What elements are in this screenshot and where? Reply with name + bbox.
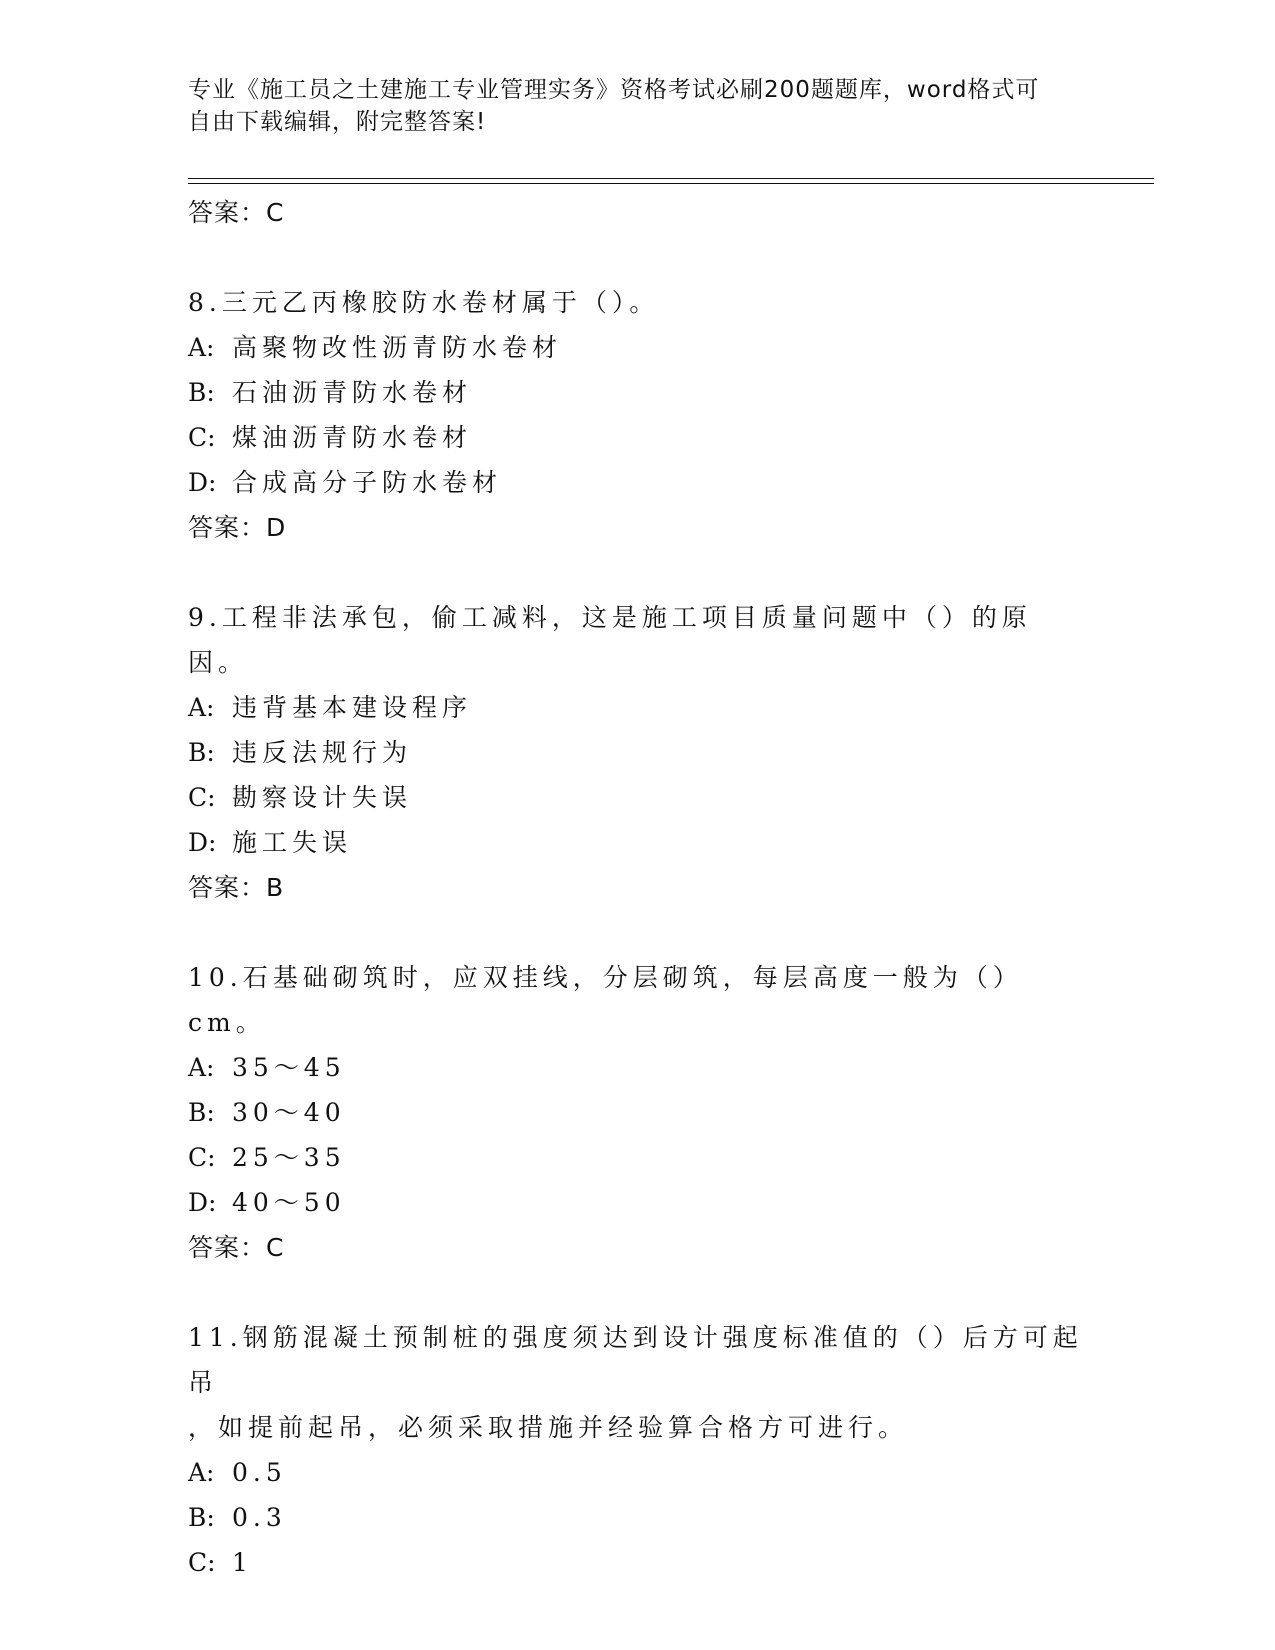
option-a xyxy=(188,1450,1088,1495)
option-key: B: xyxy=(188,378,215,407)
spacer xyxy=(188,550,1088,595)
option-text: 30～40 xyxy=(232,1098,346,1127)
question-text: 9.工程非法承包，偷工减料，这是施工项目质量问题中（）的原因。 xyxy=(188,603,1032,677)
option-key: C: xyxy=(188,1143,216,1172)
option-c xyxy=(188,415,1088,460)
question-text: 10.石基础砌筑时，应双挂线，分层砌筑，每层高度一般为（）cm。 xyxy=(188,963,1023,1037)
answer: 答案：D xyxy=(188,513,287,542)
option-key: A: xyxy=(188,1053,215,1082)
previous-answer: 答案：C xyxy=(188,198,285,227)
header-rule-top xyxy=(188,178,1154,179)
option-key: B: xyxy=(188,738,215,767)
option-key: C: xyxy=(188,423,216,452)
header-rule-bottom xyxy=(188,183,1154,184)
option-c xyxy=(188,1135,1088,1180)
option-key: B: xyxy=(188,1098,215,1127)
answer: 答案：B xyxy=(188,873,285,902)
option-b xyxy=(188,1090,1088,1135)
option-text: 0.5 xyxy=(232,1458,287,1487)
header-line-1: 专业《施工员之土建施工专业管理实务》资格考试必刷200题题库，word格式可 xyxy=(188,77,1040,103)
question-8 xyxy=(188,280,1088,550)
option-text: 40～50 xyxy=(232,1188,346,1217)
option-a xyxy=(188,325,1088,370)
option-b xyxy=(188,1495,1088,1540)
option-key: A: xyxy=(188,1458,215,1487)
option-c xyxy=(188,775,1088,820)
option-key: A: xyxy=(188,333,215,362)
question-list xyxy=(188,190,1088,1585)
option-key: D: xyxy=(188,1188,217,1217)
question-11 xyxy=(188,1315,1088,1585)
option-text: 合成高分子防水卷材 xyxy=(232,468,503,497)
option-text: 高聚物改性沥青防水卷材 xyxy=(232,333,563,362)
spacer xyxy=(188,1270,1088,1315)
option-key: C: xyxy=(188,783,216,812)
option-text: 煤油沥青防水卷材 xyxy=(232,423,473,452)
option-text: 违反法规行为 xyxy=(232,738,413,767)
option-d xyxy=(188,820,1088,865)
option-text: 石油沥青防水卷材 xyxy=(232,378,473,407)
option-key: C: xyxy=(188,1548,216,1577)
option-text: 35～45 xyxy=(232,1053,346,1082)
option-b xyxy=(188,370,1088,415)
option-c xyxy=(188,1540,1088,1585)
spacer xyxy=(188,235,1088,280)
question-text-line-1: 11.钢筋混凝土预制桩的强度须达到设计强度标准值的（）后方可起吊 xyxy=(188,1323,1083,1397)
option-key: A: xyxy=(188,693,215,722)
header-line-2: 自由下载编辑，附完整答案! xyxy=(188,109,487,135)
option-text: 1 xyxy=(232,1548,253,1577)
option-b xyxy=(188,730,1088,775)
option-key: B: xyxy=(188,1503,215,1532)
option-a xyxy=(188,1045,1088,1090)
question-text: 8.三元乙丙橡胶防水卷材属于（）。 xyxy=(188,288,660,317)
spacer xyxy=(188,910,1088,955)
question-text-line-2: ，如提前起吊，必须采取措施并经验算合格方可进行。 xyxy=(188,1413,909,1442)
option-text: 25～35 xyxy=(232,1143,346,1172)
option-key: D: xyxy=(188,828,217,857)
option-text: 违背基本建设程序 xyxy=(232,693,473,722)
answer: 答案：C xyxy=(188,1233,285,1262)
option-text: 施工失误 xyxy=(232,828,353,857)
option-text: 0.3 xyxy=(232,1503,287,1532)
question-10 xyxy=(188,955,1088,1270)
option-key: D: xyxy=(188,468,217,497)
option-d xyxy=(188,460,1088,505)
document-header xyxy=(188,74,1088,138)
option-a xyxy=(188,685,1088,730)
option-d xyxy=(188,1180,1088,1225)
option-text: 勘察设计失误 xyxy=(232,783,413,812)
question-9 xyxy=(188,595,1088,910)
